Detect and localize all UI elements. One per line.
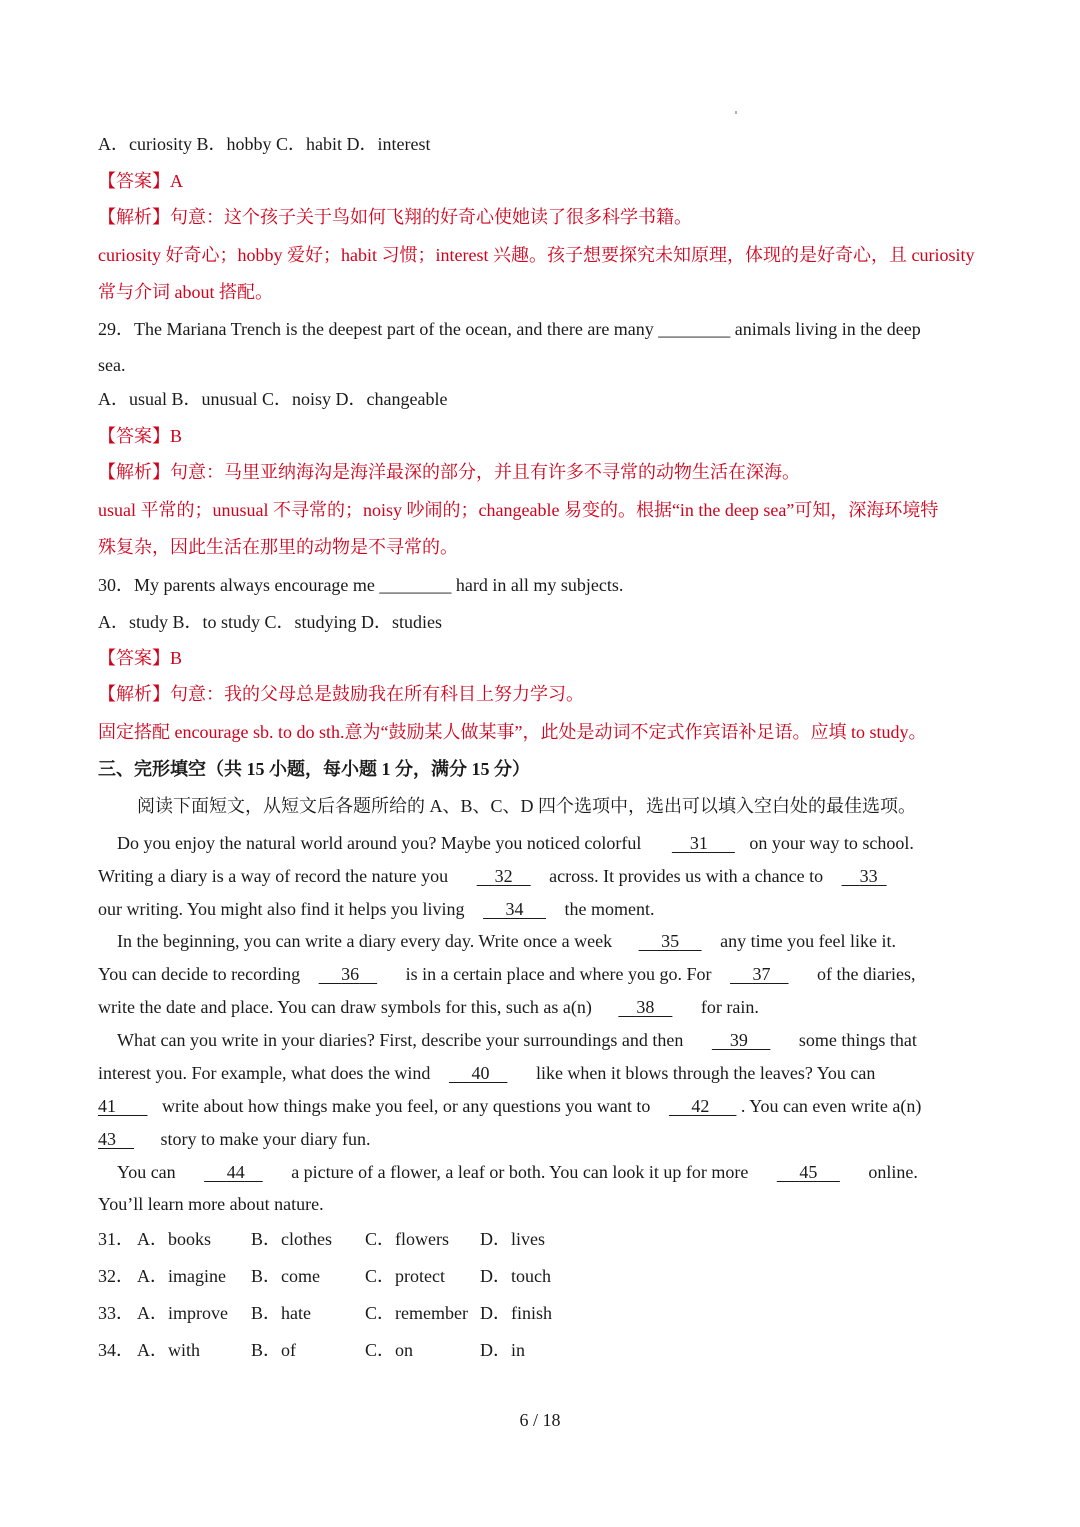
- choice-num: 32．: [98, 1266, 134, 1286]
- choice-d: D．in: [480, 1340, 525, 1360]
- passage-text: is in a certain place and where you go. For: [405, 964, 712, 984]
- blank-42: 42: [691, 1096, 710, 1116]
- choice-num: 34．: [98, 1340, 134, 1360]
- passage-text: write about how things make you feel, or any questions you want to: [162, 1096, 651, 1116]
- passage-text: interest you. For example, what does the wind: [98, 1063, 431, 1083]
- passage-text: Do you enjoy the natural world around you? Maybe you noticed colorful: [117, 833, 642, 853]
- passage-line-9: [98, 1094, 921, 1118]
- q29-analysis-3: 殊复杂，因此生活在那里的动物是不寻常的。: [98, 537, 458, 557]
- choice-c: C．flowers: [365, 1229, 449, 1249]
- choice-a: A．improve: [137, 1303, 228, 1323]
- passage-line-2: [98, 864, 887, 888]
- passage-line-10: [98, 1127, 370, 1151]
- choice-d: D．touch: [480, 1266, 551, 1286]
- q30-stem: 30．My parents always encourage me ________ hard in all my subjects.: [98, 575, 624, 595]
- blank-43: 43: [98, 1129, 116, 1149]
- passage-text: write the date and place. You can draw symbols for this, such as a(n): [98, 997, 592, 1017]
- passage-text: What can you write in your diaries? First, describe your surroundings and then: [117, 1030, 684, 1050]
- blank-36: 36: [341, 964, 360, 984]
- choice-num: 33．: [98, 1303, 134, 1323]
- passage-text: like when it blows through the leaves? You can: [535, 1063, 876, 1083]
- q28-analysis-3: 常与介词 about 搭配。: [98, 282, 273, 302]
- blank-39: 39: [729, 1030, 748, 1050]
- blank-32: 32: [494, 866, 513, 886]
- passage-line-12: You’ll learn more about nature.: [98, 1194, 324, 1214]
- blank-44: 44: [226, 1162, 245, 1182]
- choice-c: C．protect: [365, 1266, 445, 1286]
- choice-a: A．books: [137, 1229, 212, 1249]
- choice-b: B．come: [251, 1266, 320, 1286]
- passage-text: a picture of a flower, a leaf or both. You can look it up for more: [291, 1162, 749, 1182]
- passage-line-6: [98, 995, 759, 1019]
- passage-line-11: [117, 1160, 918, 1184]
- choice-c: C．remember: [365, 1303, 468, 1323]
- passage-text: of the diaries,: [817, 964, 916, 984]
- passage-line-7: [117, 1028, 917, 1052]
- choice-c: C．on: [365, 1340, 414, 1360]
- q29-stem-1: 29．The Mariana Trench is the deepest part of the ocean, and there are many ________ animals living in the deep: [98, 319, 921, 339]
- passage-text: on your way to school.: [749, 833, 914, 853]
- choice-b: B．hate: [251, 1303, 311, 1323]
- page-number: 6 / 18: [519, 1410, 561, 1430]
- choice-num: 31．: [98, 1229, 134, 1249]
- q28-options: A．curiosity B．hobby C．habit D．interest: [98, 134, 431, 154]
- blank-31: 31: [689, 833, 708, 853]
- passage-text: . You can even write a(n): [740, 1096, 922, 1116]
- passage-text: You can: [117, 1162, 176, 1182]
- q29-stem-2: sea.: [98, 355, 126, 375]
- blank-40: 40: [471, 1063, 490, 1083]
- q28-analysis-1: 【解析】句意：这个孩子关于鸟如何飞翔的好奇心使她读了很多科学书籍。: [98, 207, 692, 227]
- scan-dot: [735, 111, 737, 114]
- choice-d: D．lives: [480, 1229, 545, 1249]
- q30-answer: 【答案】B: [98, 648, 183, 668]
- passage-text: some things that: [798, 1030, 917, 1050]
- passage-text: online.: [868, 1162, 918, 1182]
- choice-a: A．with: [137, 1340, 200, 1360]
- passage-text: for rain.: [700, 997, 759, 1017]
- passage-text: any time you feel like it.: [720, 931, 897, 951]
- q29-answer: 【答案】B: [98, 426, 183, 446]
- passage-line-1: [117, 831, 914, 855]
- blank-45: 45: [799, 1162, 818, 1182]
- q29-options: A．usual B．unusual C．noisy D．changeable: [98, 389, 448, 409]
- blank-41: 41: [98, 1096, 116, 1116]
- q30-options: A．study B．to study C．studying D．studies: [98, 612, 443, 632]
- passage-text: You can decide to recording: [98, 964, 301, 984]
- q30-analysis-2: 固定搭配 encourage sb. to do sth.意为“鼓励某人做某事”，此处是动词不定式作宾语补足语。应填 to study。: [98, 722, 927, 742]
- choice-a: A．imagine: [137, 1266, 226, 1286]
- q30-analysis-1: 【解析】句意：我的父母总是鼓励我在所有科目上努力学习。: [98, 684, 584, 704]
- q29-analysis-2: usual 平常的；unusual 不寻常的；noisy 吵闹的；changeable 易变的。根据“in the deep sea”可知，深海环境特: [98, 500, 939, 520]
- q28-analysis-2: curiosity 好奇心；hobby 爱好；habit 习惯；interest 兴趣。孩子想要探究未知原理，体现的是好奇心，且 curiosity: [98, 245, 975, 265]
- section-title: 三、完形填空（共 15 小题，每小题 1 分，满分 15 分）: [98, 759, 530, 779]
- blank-38: 38: [636, 997, 655, 1017]
- blank-37: 37: [752, 964, 771, 984]
- blank-34: 34: [505, 899, 524, 919]
- passage-text: across. It provides us with a chance to: [549, 866, 824, 886]
- q28-answer: 【答案】A: [98, 171, 183, 191]
- choice-b: B．clothes: [251, 1229, 332, 1249]
- section-instruction: 阅读下面短文，从短文后各题所给的 A、B、C、D 四个选项中，选出可以填入空白处的最佳选项。: [137, 796, 917, 816]
- passage-line-3: [98, 897, 655, 921]
- choice-d: D．finish: [480, 1303, 552, 1323]
- passage-line-5: [98, 962, 916, 986]
- blank-33: 33: [859, 866, 878, 886]
- passage-text: Writing a diary is a way of record the nature you: [98, 866, 449, 886]
- passage-text: the moment.: [564, 899, 655, 919]
- passage-line-8: [98, 1061, 875, 1085]
- passage-line-4: [117, 929, 896, 953]
- passage-text: story to make your diary fun.: [160, 1129, 371, 1149]
- passage-text: In the beginning, you can write a diary every day. Write once a week: [117, 931, 613, 951]
- q29-analysis-1: 【解析】句意：马里亚纳海沟是海洋最深的部分，并且有许多不寻常的动物生活在深海。: [98, 462, 800, 482]
- passage-text: our writing. You might also find it helps you living: [98, 899, 465, 919]
- blank-35: 35: [661, 931, 680, 951]
- choice-b: B．of: [251, 1340, 296, 1360]
